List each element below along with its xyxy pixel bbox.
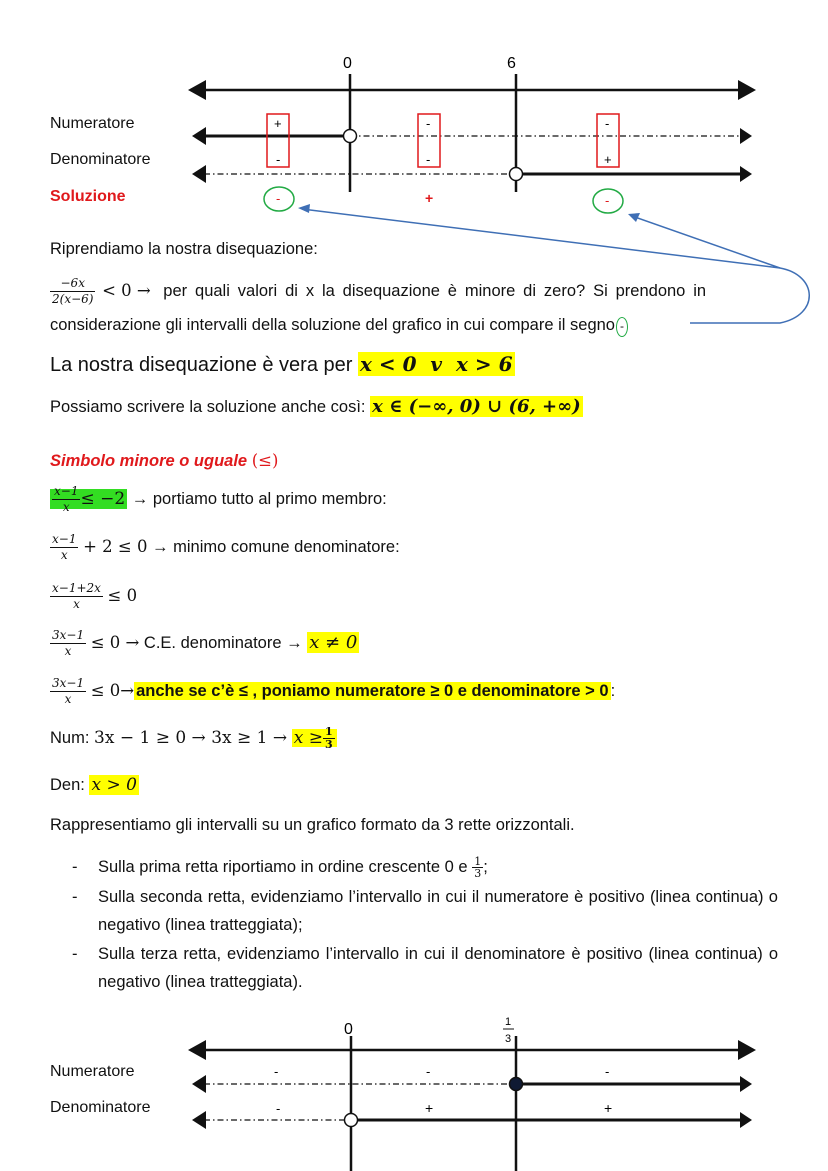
step-4-fraction: $\frac{3x-1}{x}$ xyxy=(52,628,85,658)
step-5-highlight: anche se c’è ≤ , poniamo numeratore ≥ 0 e denominatore > 0 xyxy=(136,681,609,700)
step-2-text: → minimo comune denominatore: xyxy=(152,537,400,556)
numerator-sign-2: - xyxy=(426,1064,431,1079)
annotation-arrowhead-1 xyxy=(298,204,310,213)
step-5 xyxy=(50,676,615,707)
row-label-denominatore: Denominatore xyxy=(50,151,151,168)
denominator-open-circle xyxy=(345,1114,358,1127)
step-2 xyxy=(50,532,400,563)
den-label: Den: xyxy=(50,776,85,794)
denominator-sign-3: + xyxy=(604,1100,613,1116)
step-2-fraction: $\frac{x-1}{x}$ xyxy=(52,532,77,562)
step-3-fraction: $\frac{x-1+2x}{x}$ xyxy=(52,581,101,611)
denominator-sign-1: - xyxy=(276,1101,281,1116)
bullet-text-1: Sulla prima retta riportiamo in ordine crescente 0 e xyxy=(98,858,468,876)
consider-text: considerazione gli intervalli della soluzione del grafico in cui compare il segno xyxy=(50,316,615,334)
consider-line xyxy=(50,316,628,337)
minus-sign-circled: - xyxy=(616,317,628,337)
solution-sign-1: - xyxy=(276,191,281,206)
bullet-dash-2: - xyxy=(72,888,78,906)
den-highlight: x > 0 xyxy=(91,775,137,795)
solution-sign-2: + xyxy=(425,190,434,206)
numerator-sign-3: - xyxy=(605,1064,610,1079)
row-label-numeratore: Numeratore xyxy=(50,115,135,132)
fraction-1 xyxy=(50,276,95,307)
axis-right-arrowhead xyxy=(738,1040,756,1060)
step-4 xyxy=(50,628,359,659)
bullet-item-2 xyxy=(50,883,778,939)
bullet-dash-3: - xyxy=(72,945,78,963)
numerator-sign-1: + xyxy=(274,116,282,131)
row-label-soluzione: Soluzione xyxy=(50,188,126,205)
tick-label-one-third-num: 1 xyxy=(505,1016,512,1028)
denominator-right-arrowhead xyxy=(740,1112,752,1128)
tick-label-0: 0 xyxy=(344,1021,353,1038)
section-title-symbol: (≤) xyxy=(251,451,279,470)
denominator-sign-2: + xyxy=(425,1100,434,1116)
bullet-text-2: Sulla seconda retta, evidenziamo l’intervallo in cui il numeratore è positivo (linea continua) o negativo (linea tratteggiata); xyxy=(98,888,778,934)
numerator-sign-3: - xyxy=(605,116,610,131)
num-highlight: x ≥ $\frac{1}{3}$ xyxy=(292,729,337,747)
denominator-sign-2: - xyxy=(426,152,431,167)
possiamo-prefix: Possiamo scrivere la soluzione anche così: xyxy=(50,398,366,416)
step-4-text: C.E. denominatore → xyxy=(143,633,303,652)
step-2-rhs: + 2 ≤ 0 xyxy=(83,536,148,556)
solution-sign-3: - xyxy=(605,193,610,208)
step-3 xyxy=(50,581,137,612)
numerator-left-arrowhead xyxy=(192,1075,206,1093)
denominator-sign-1: - xyxy=(276,152,281,167)
numerator-closed-circle xyxy=(510,1078,523,1091)
step-1-fraction: $\frac{x-1}{x}$ xyxy=(54,484,79,514)
tick-label-one-third-den: 3 xyxy=(505,1033,512,1045)
rappresentiamo-text: Rappresentiamo gli intervalli su un grafico formato da 3 rette orizzontali. xyxy=(50,816,575,834)
step-3-rhs: ≤ 0 xyxy=(107,585,138,605)
num-line xyxy=(50,726,337,751)
fraction-1-numerator: −6x xyxy=(50,276,95,292)
step-1-text: → portiamo tutto al primo membro: xyxy=(131,489,387,508)
annotation-arrow-1 xyxy=(302,209,780,268)
row-label-denominatore-2: Denominatore xyxy=(50,1099,151,1116)
row-label-numeratore-2: Numeratore xyxy=(50,1063,135,1080)
numerator-sign-2: - xyxy=(426,116,431,131)
numerator-right-arrowhead xyxy=(740,1076,752,1092)
step-4-highlight: x ≠ 0 xyxy=(309,631,358,653)
section-title xyxy=(50,451,278,471)
den-line xyxy=(50,775,139,795)
question-text: per quali valori di x la disequazione è minore di zero? Si prendono in xyxy=(163,281,707,300)
bullet-list xyxy=(50,853,778,996)
sign-chart-2 xyxy=(0,1010,828,1171)
numerator-sign-1: - xyxy=(274,1064,279,1079)
vera-line xyxy=(50,352,515,377)
step-1-highlight: $\frac{x-1}{x}$ ≤ −2 xyxy=(50,489,127,509)
step-1 xyxy=(50,484,387,515)
num-label: Num: xyxy=(50,728,90,747)
bullet-item-3 xyxy=(50,940,778,996)
step-5-colon: : xyxy=(610,681,616,700)
vera-solution: x < 0 v x > 6 xyxy=(359,352,513,376)
step-5-rhs: ≤ 0→ xyxy=(90,680,135,700)
bullet-item-1: - Sulla prima retta riportiamo in ordine crescente 0 e $\frac{1}{3}$ ; xyxy=(50,853,778,881)
possiamo-solution: x ∈ (−∞, 0) ∪ (6, +∞) xyxy=(372,396,581,417)
bullet-text-3: Sulla terza retta, evidenziamo l’intervallo in cui il denominatore è positivo (linea continua) o negativo (linea tratteggiata). xyxy=(98,945,778,991)
annotation-arrow-2 xyxy=(632,216,780,268)
inequality-1-rhs: < 0 → xyxy=(102,280,151,300)
denominator-sign-3: + xyxy=(604,152,612,167)
fraction-1-denominator: 2(x−6) xyxy=(52,292,94,306)
possiamo-line xyxy=(50,396,583,417)
axis-left-arrowhead xyxy=(188,1040,206,1060)
step-4-rhs: ≤ 0 → xyxy=(90,632,140,652)
section-title-text: Simbolo minore o uguale xyxy=(50,452,248,470)
bullet-dash-1: - xyxy=(72,858,78,876)
paragraph-riprendiamo: Riprendiamo la nostra disequazione: xyxy=(50,240,318,258)
tick-label-6: 6 xyxy=(507,55,516,72)
vera-prefix: La nostra disequazione è vera per xyxy=(50,354,353,376)
denominator-left-arrowhead xyxy=(192,1111,206,1129)
tick-label-0: 0 xyxy=(343,55,352,72)
inequality-line-1 xyxy=(50,276,778,307)
step-5-fraction: $\frac{3x-1}{x}$ xyxy=(52,676,85,706)
num-expression: 3x − 1 ≥ 0 → 3x ≥ 1 → xyxy=(94,727,288,748)
